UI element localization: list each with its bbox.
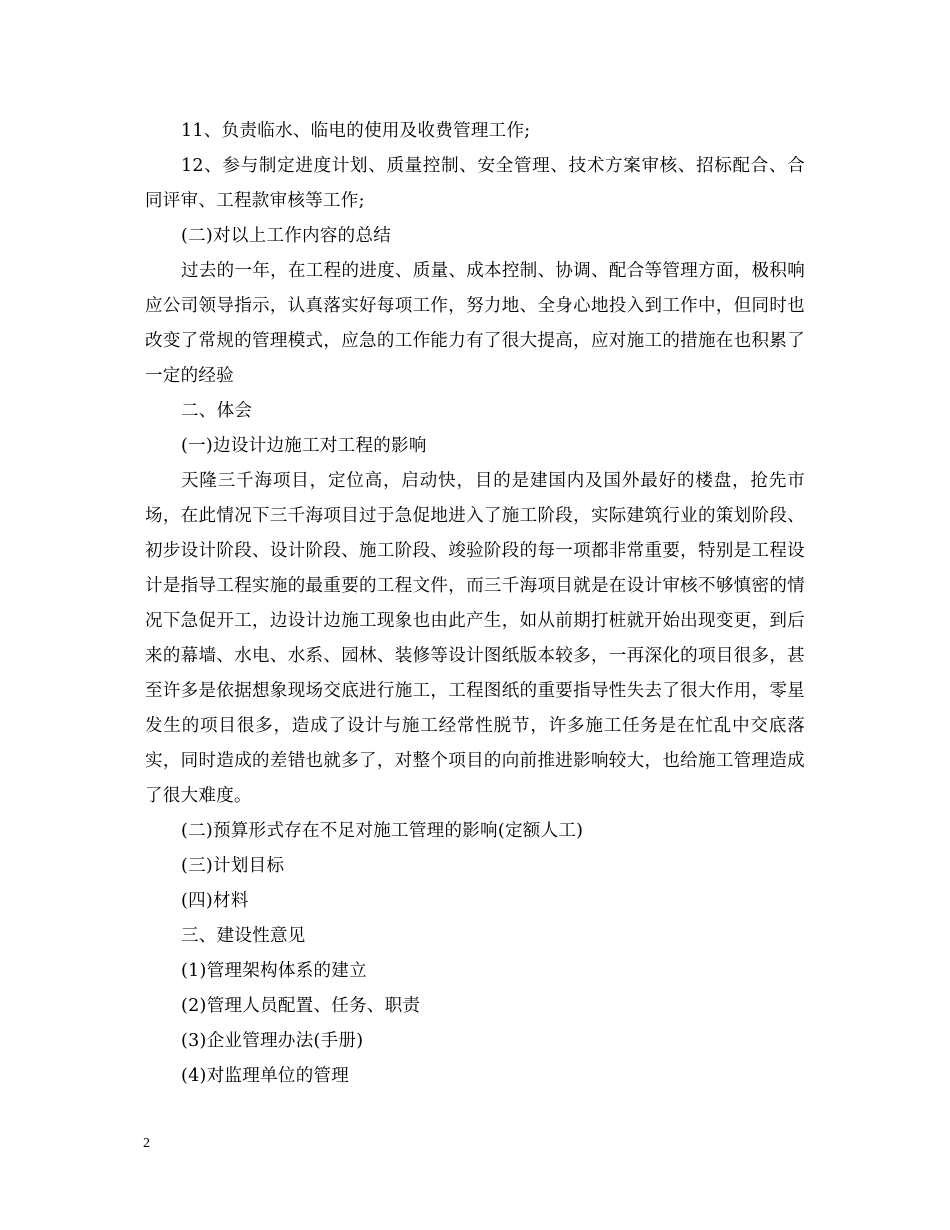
paragraph-item-11: 11、负责临水、临电的使用及收费管理工作; xyxy=(181,121,531,141)
subheading-plan-goals: (三)计划目标 xyxy=(181,856,285,876)
suggestion-item-1: (1)管理架构体系的建立 xyxy=(181,961,367,981)
paragraph-summary: 过去的一年，在工程的进度、质量、成本控制、协调、配合等管理方面，极积响应公司领导指示，认真落实好每项工作，努力地、全身心地投入到工作中，但同时也改变了常规的管理模式，应急的工作能力有了很大提高，应对施工的措施在也积累了一定的经验 xyxy=(145,261,805,386)
suggestion-item-3: (3)企业管理办法(手册) xyxy=(181,1031,364,1051)
section-heading-suggestions: 三、建设性意见 xyxy=(181,926,306,946)
paragraph-project-analysis: 天隆三千海项目，定位高，启动快，目的是建国内及国外最好的楼盘，抢先市场，在此情况下三千海项目过于急促地进入了施工阶段，实际建筑行业的策划阶段、初步设计阶段、设计阶段、施工阶段、竣验阶段的每一项都非常重要，特别是工程设计是指导工程实施的最重要的工程文件，而三千海项目就是在设计审核不够慎密的情况下急促开工，边设计边施工现象也由此产生，如从前期打桩就开始出现变更，到后来的幕墙、水电、水系、园林、装修等设计图纸版本较多，一再深化的项目很多，甚至许多是依据想象现场交底进行施工，工程图纸的重要指导性失去了很大作用，零星发生的项目很多，造成了设计与施工经常性脱节，许多施工任务是在忙乱中交底落实，同时造成的差错也就多了，对整个项目的向前推进影响较大，也给施工管理造成了很大难度。 xyxy=(145,471,805,806)
subheading-budget: (二)预算形式存在不足对施工管理的影响(定额人工) xyxy=(181,821,584,841)
paragraph-item-12: 12、参与制定进度计划、质量控制、安全管理、技术方案审核、招标配合、合同评审、工程款审核等工作; xyxy=(145,156,805,211)
document-body xyxy=(145,114,805,1094)
section-heading-summary: (二)对以上工作内容的总结 xyxy=(181,226,392,246)
subheading-design-construction: (一)边设计边施工对工程的影响 xyxy=(181,436,427,456)
suggestion-item-4: (4)对监理单位的管理 xyxy=(181,1066,350,1086)
suggestion-item-2: (2)管理人员配置、任务、职责 xyxy=(181,996,421,1016)
page-number: 2 xyxy=(143,1136,150,1151)
subheading-materials: (四)材料 xyxy=(181,891,249,911)
section-heading-experience: 二、体会 xyxy=(181,401,253,421)
